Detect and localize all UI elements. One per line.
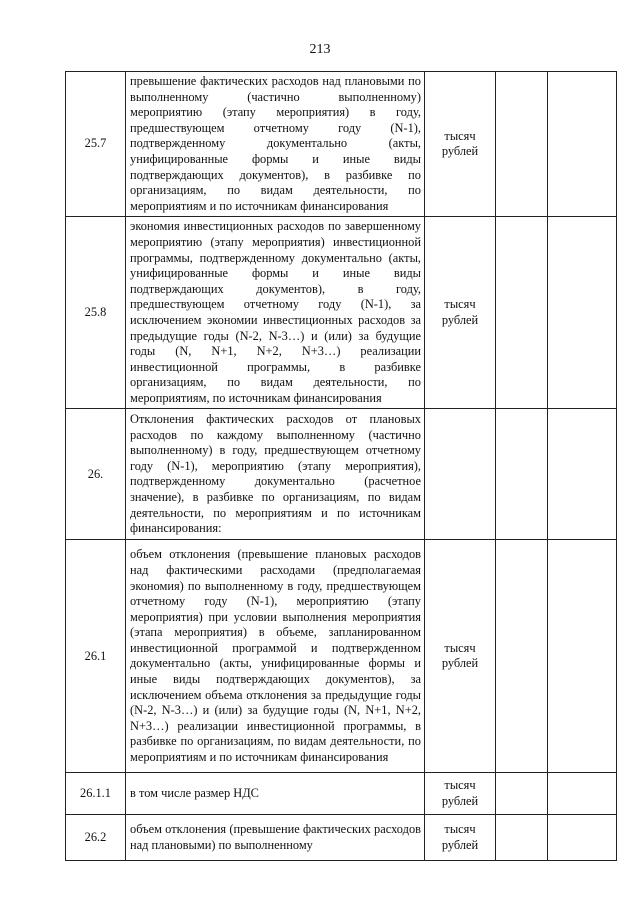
- row-description: превышение фактических расходов над плановыми по выполненному (частично выполненному) мероприятию (этапу мероприятия) в году, предшествующем отчетному году (N-1), подтвержденному документально (акты, унифицированные формы и иные виды подтверждающих документов), в разбивке по организациям, по видам деятельности, по мероприятиям и по источникам финансирования: [126, 72, 425, 217]
- table-row: [66, 217, 617, 409]
- row-number: 25.7: [66, 72, 126, 217]
- empty-cell: [496, 773, 548, 815]
- row-unit: [425, 409, 496, 540]
- row-unit: тысяч рублей: [425, 773, 496, 815]
- row-description: Отклонения фактических расходов от плановых расходов по каждому выполненному (частично выполненному) в году, предшествующем отчетному году (N-1), мероприятию (этапу мероприятия), подтвержденному документально (расчетное значение), в разбивке по организациям, по видам деятельности, по мероприятиям и по источникам финансирования:: [126, 409, 425, 540]
- empty-cell: [548, 773, 617, 815]
- row-unit: тысяч рублей: [425, 815, 496, 861]
- empty-cell: [496, 217, 548, 409]
- row-unit: тысяч рублей: [425, 540, 496, 773]
- table-row: [66, 773, 617, 815]
- empty-cell: [548, 540, 617, 773]
- empty-cell: [496, 815, 548, 861]
- table-row: [66, 815, 617, 861]
- empty-cell: [548, 217, 617, 409]
- row-number: 25.8: [66, 217, 126, 409]
- page-number: 213: [309, 42, 331, 57]
- row-number: 26.: [66, 409, 126, 540]
- empty-cell: [548, 815, 617, 861]
- table-row: [66, 540, 617, 773]
- row-number: 26.2: [66, 815, 126, 861]
- empty-cell: [548, 72, 617, 217]
- empty-cell: [496, 409, 548, 540]
- empty-cell: [496, 72, 548, 217]
- indicators-table: [65, 71, 617, 861]
- row-description: в том числе размер НДС: [126, 773, 425, 815]
- row-unit: тысяч рублей: [425, 72, 496, 217]
- table-row: [66, 72, 617, 217]
- table-row: [66, 409, 617, 540]
- row-unit: тысяч рублей: [425, 217, 496, 409]
- row-description: экономия инвестиционных расходов по завершенному мероприятию (этапу мероприятия) инвестиционной программы, подтвержденному документально (акты, унифицированные формы и иные виды подтверждающих документов), в году, предшествующем отчетному году (N-1), за исключением экономии инвестиционных расходов за предыдущие годы (N-2, N-3…) и (или) за будущие годы (N, N+1, N+2, N+3…) реализации инвестиционной программы, в разбивке организациям, по видам деятельности, по мероприятиям, по источникам финансирования: [126, 217, 425, 409]
- empty-cell: [548, 409, 617, 540]
- empty-cell: [496, 540, 548, 773]
- row-number: 26.1: [66, 540, 126, 773]
- row-number: 26.1.1: [66, 773, 126, 815]
- row-description: объем отклонения (превышение фактических расходов над плановыми) по выполненному: [126, 815, 425, 861]
- row-description: объем отклонения (превышение плановых расходов над фактическими расходами (предполагаемая экономия) по выполненному в году, предшествующем отчетному году (N-1), мероприятию (этапу мероприятия) при условии выполнения мероприятия (этапа мероприятия) в объеме, запланированном инвестиционной программой и подтвержденном документально (акты, унифицированные формы и иные виды подтверждающих документов), за исключением объема отклонения за предыдущие годы (N-2, N-3…) и (или) за будущие годы (N, N+1, N+2, N+3…) реализации инвестиционной программы, в разбивке по организациям, по видам деятельности, по мероприятиям и по источникам финансирования: [126, 540, 425, 773]
